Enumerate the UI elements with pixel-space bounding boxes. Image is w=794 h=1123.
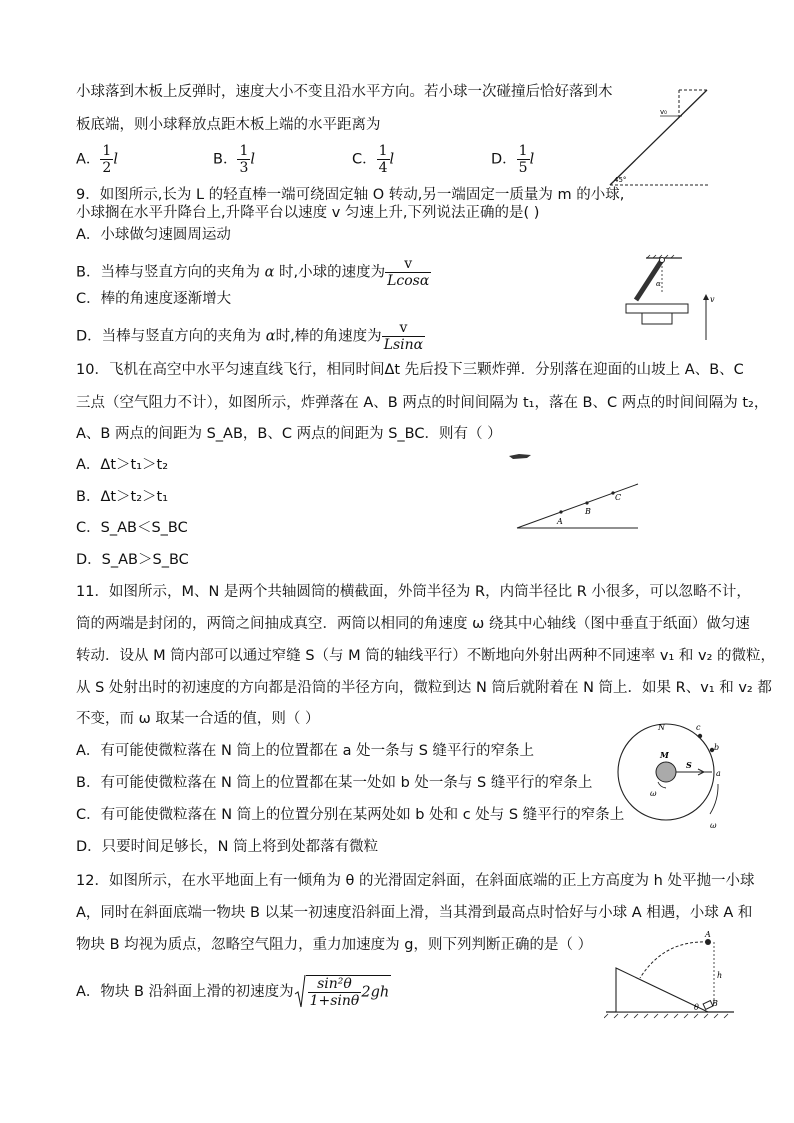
q9-option-a: A．小球做匀速圆周运动 <box>76 227 231 243</box>
q10-slope-figure <box>505 448 645 532</box>
label-theta: θ <box>694 1003 699 1012</box>
q8-option-a: A． $\frac{1}{2}$ l <box>76 143 118 176</box>
label-m: M <box>660 750 669 760</box>
option-label: A． <box>76 151 101 168</box>
q12-line3: 物块 B 均视为质点，忽略空气阻力，重力加速度为 g，则下列判断正确的是（ ） <box>76 937 593 953</box>
q9-option-c: C．棒的角速度逐渐增大 <box>76 291 232 307</box>
q10-option-b: B．Δt＞t₂＞t₁ <box>76 489 169 505</box>
q8-line1: 小球落到木板上反弹时，速度大小不变且沿水平方向。若小球一次碰撞后恰好落到木 <box>76 84 613 100</box>
q10-option-c: C．S_AB＜S_BC <box>76 520 188 536</box>
q8-incline-figure <box>600 84 720 192</box>
v-label: v <box>710 295 715 304</box>
label-a: a <box>716 769 721 778</box>
label-h: h <box>717 971 723 980</box>
option-label: D． <box>491 151 517 168</box>
q11-line4: 从 S 处射出时的初速度的方向都是沿筒的半径方向，微粒到达 N 筒后就附着在 N 筒上．如果 R、v₁ 和 v₂ 都 <box>76 680 772 696</box>
point-b <box>585 501 588 504</box>
q9-option-b: B．当棒与竖直方向的夹角为 α 时,小球的速度为 $\frac{v}{Lcos\alpha}$ <box>76 256 430 289</box>
q12-line1: 12．如图所示，在水平地面上有一倾角为 θ 的光滑固定斜面，在斜面底端的正上方高度为 h 处平抛一小球 <box>76 873 755 889</box>
option-label: B． <box>213 151 238 168</box>
q9-option-d: D．当棒与竖直方向的夹角为 α时,棒的角速度为 $\frac{v}{Lsin\alpha}$ <box>76 320 424 353</box>
label-c: C <box>615 493 622 502</box>
q11-line5: 不变，而 ω 取某一合适的值，则（ ） <box>76 711 320 727</box>
q11-option-a: A．有可能使微粒落在 N 筒上的位置都在 a 处一条与 S 缝平行的窄条上 <box>76 743 535 759</box>
q12-line2: A，同时在斜面底端一物块 B 以某一初速度沿斜面上滑，当其滑到最高点时恰好与小球 A 相遇，小球 A 和 <box>76 905 753 921</box>
point-a <box>559 510 562 513</box>
label-c: c <box>696 723 701 732</box>
label-omega-inner: ω <box>650 789 657 798</box>
trajectory <box>640 942 708 978</box>
alpha-symbol: α <box>264 264 275 281</box>
platform-base <box>642 313 672 324</box>
label-n: N <box>658 723 665 732</box>
label-a: A <box>705 930 711 939</box>
label-omega-outer: ω <box>710 821 717 830</box>
q11-option-c: C．有可能使微粒落在 N 筒上的位置分别在某两处如 b 处和 c 处与 S 缝平行的窄条上 <box>76 807 625 823</box>
q11-line3: 转动．设从 M 筒内部可以通过窄缝 S（与 M 筒的轴线平行）不断地向外射出两种不同速率 v₁ 和 v₂ 的微粒， <box>76 648 775 664</box>
q8-option-d: D． $\frac{1}{5}$ l <box>491 143 535 176</box>
q11-option-d: D．只要时间足够长，N 筒上将到处都落有微粒 <box>76 839 379 855</box>
q11-line2: 筒的两端是封闭的，两筒之间抽成真空．两筒以相同的角速度 ω 绕其中心轴线（图中垂直于纸面）做匀速 <box>76 616 750 632</box>
q10-option-a: A．Δt＞t₁＞t₂ <box>76 457 169 473</box>
q9-line1: 9．如图所示,长为 L 的轻直棒一端可绕固定轴 O 转动,另一端固定一质量为 m 的小球, <box>76 187 625 203</box>
option-label: C． <box>352 151 377 168</box>
inner-cylinder-m <box>656 762 676 782</box>
angle-label: 45° <box>614 176 627 184</box>
q12-option-a: A．物块 B 沿斜面上滑的初速度为 $\frac{\text{sin²θ}}{1+\sin\theta}$ 2gh <box>76 976 390 1009</box>
slope <box>517 484 638 528</box>
q10-line1: 10．飞机在高空中水平匀速直线飞行，相同时间Δt 先后投下三颗炸弹．分别落在迎面的山坡上 A、B、C <box>76 362 744 378</box>
label-b: B <box>585 507 591 516</box>
point-c <box>698 734 702 738</box>
ball-a <box>705 939 711 945</box>
q8-line2: 板底端，则小球释放点距木板上端的水平距离为 <box>76 117 381 133</box>
alpha-label: α <box>656 280 661 288</box>
q9-rod-figure <box>622 254 722 340</box>
label-a: A <box>557 517 563 526</box>
inner-rotation-arrow <box>658 782 666 788</box>
pivot <box>660 258 665 263</box>
airplane-icon <box>509 454 531 459</box>
q8-option-b: B． $\frac{1}{3}$ l <box>213 143 256 176</box>
q11-option-b: B．有可能使微粒落在 N 筒上的位置都在某一处如 b 处一条与 S 缝平行的窄条上 <box>76 775 593 791</box>
q10-line2: 三点（空气阻力不计），如图所示，炸弹落在 A、B 两点的时间间隔为 t₁，落在 B、C 两点的时间间隔为 t₂， <box>76 395 769 411</box>
q10-option-d: D．S_AB＞S_BC <box>76 552 189 568</box>
label-b: B <box>712 999 718 1008</box>
label-s: S <box>686 760 692 770</box>
incline-board <box>610 90 707 185</box>
q11-cylinder-figure <box>614 710 740 832</box>
q8-option-c: C． $\frac{1}{4}$ l <box>352 143 395 176</box>
platform <box>626 304 688 313</box>
q12-incline-figure <box>604 928 736 1020</box>
q9-line2: 小球搁在水平升降台上,升降平台以速度 v 匀速上升,下列说法正确的是( ) <box>76 205 540 221</box>
v0-label: v₀ <box>660 108 667 116</box>
q11-line1: 11．如图所示，M、N 是两个共轴圆筒的横截面，外筒半径为 R，内筒半径比 R 小很多，可以忽略不计， <box>76 584 751 600</box>
q10-line3: A、B 两点的间距为 S_AB，B、C 两点的间距为 S_BC．则有（ ） <box>76 426 502 442</box>
label-b: b <box>714 743 720 752</box>
sqrt-symbol <box>294 974 306 1010</box>
alpha-symbol: α <box>265 328 276 345</box>
